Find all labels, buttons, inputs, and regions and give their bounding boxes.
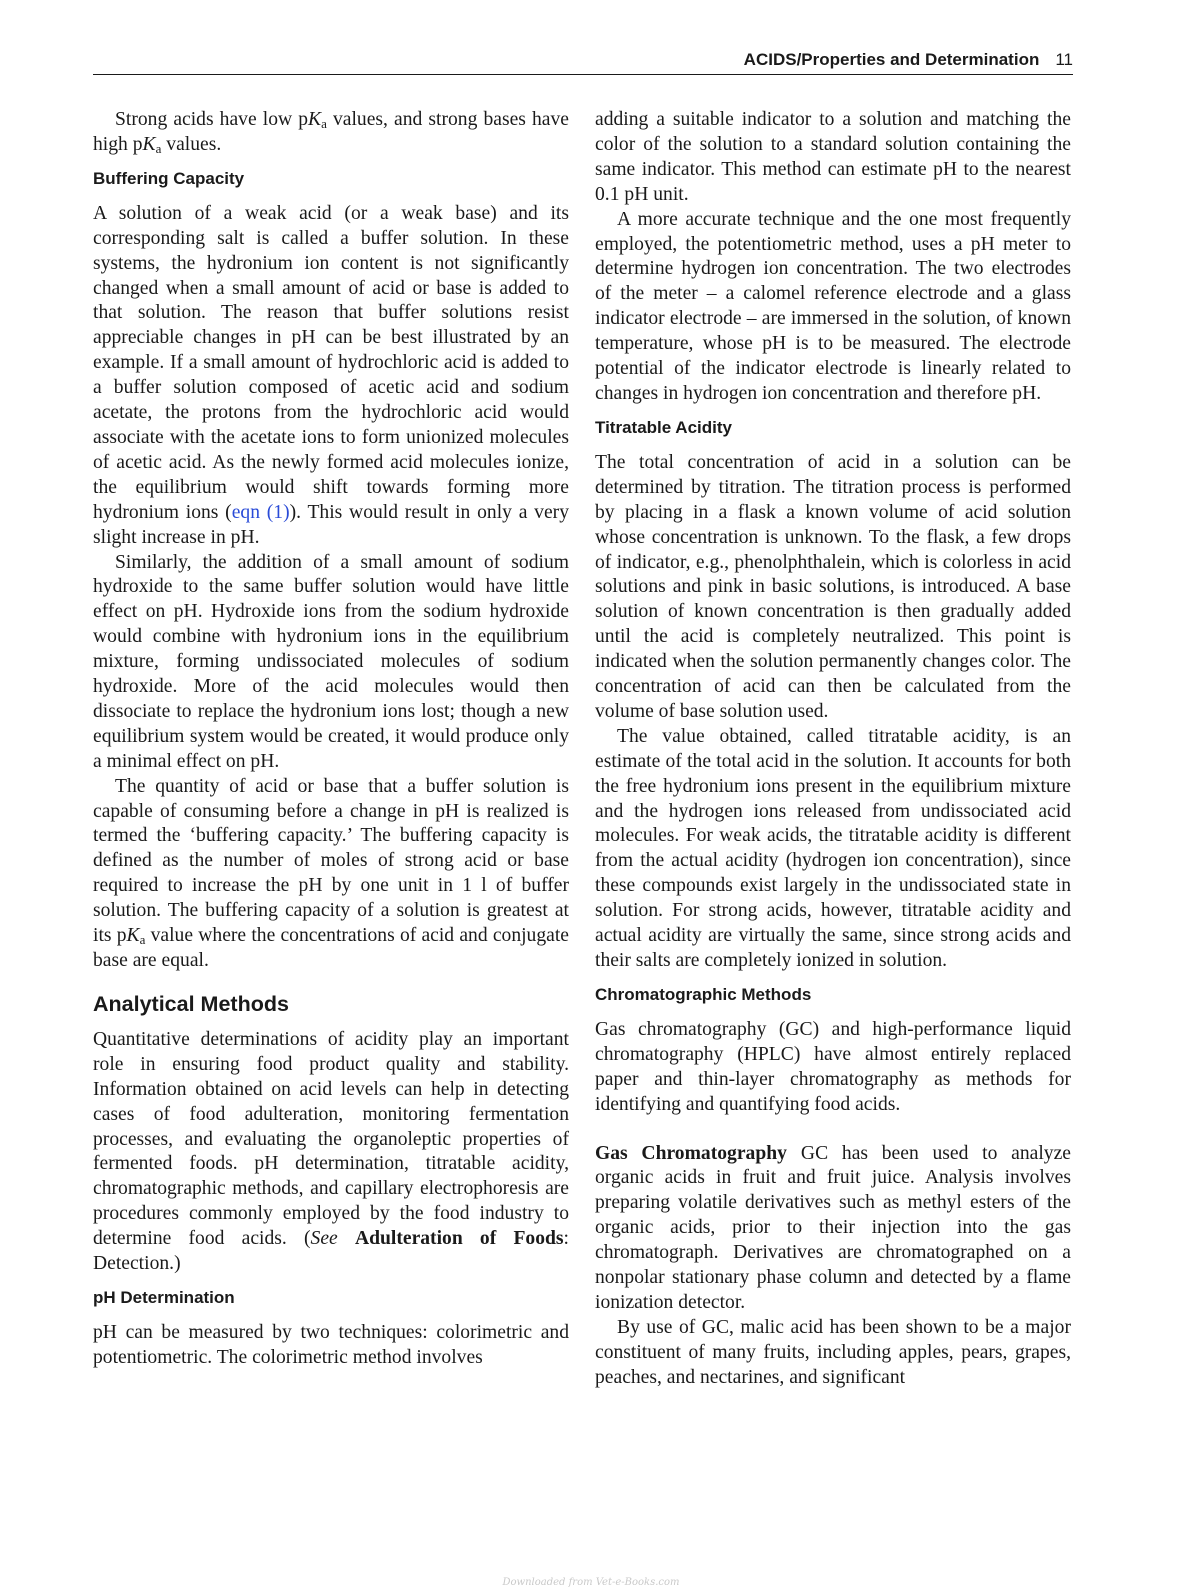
text-run: Strong acids have low p [115, 109, 309, 130]
subscript: a [155, 140, 162, 156]
equation-link[interactable]: eqn (1) [231, 501, 290, 523]
heading-buffering-capacity: Buffering Capacity [93, 168, 245, 188]
download-watermark: Downloaded from Vet-e-Books.com [502, 1577, 680, 1588]
left-column [93, 108, 569, 1371]
analytical-paragraph [93, 1028, 569, 1277]
titration-paragraph-1: The total concentration of acid in a solution can be determined by titration. The titration process is performed by placing in a flask a known volume of acid solution whose concentration is unknown. To the flask, a few drops of indicator, e.g., phenolphthalein, which is colorless in acid solutions and pink in basic solutions, is introduced. A base solution of known concentration is then gradually added until the acid is completely neutralized. This point is indicated when the solution permanently changes color. The concentration of acid can then be calculated from the volume of base solution used. [595, 451, 1071, 722]
heading-ph-determination: pH Determination [93, 1287, 235, 1307]
buffer-paragraph-3 [93, 775, 569, 974]
cross-reference: Adulteration of Foods [354, 1228, 564, 1250]
subscript: a [321, 116, 327, 131]
text-run: values, and strong bases have high p [93, 109, 569, 155]
gas-chromatography-paragraph [595, 1142, 1071, 1316]
text-run: values. [161, 133, 222, 155]
running-header [93, 50, 1073, 75]
paragraph-spacer [595, 1118, 1071, 1142]
gc-malic-acid-paragraph: By use of GC, malic acid has been shown to be a major constituent of many fruits, including apples, pears, grapes, peaches, and nectarines, and significant [595, 1316, 1071, 1388]
text-run: ). This would result in only a very slight increase in pH. [93, 501, 569, 548]
right-column [595, 108, 1071, 1391]
heading-chromatographic-methods: Chromatographic Methods [595, 984, 812, 1004]
text-run: K [142, 133, 156, 155]
heading-analytical-methods: Analytical Methods [93, 991, 289, 1016]
text-run: GC has been used to analyze organic acids in fruit and fruit juice. Analysis involves preparing volatile derivatives such as methyl esters of the organic acids, prior to their injection into the gas chromatograph. Derivatives are chromatographed on a nonpolar stationary phase column and detected by a flame ionization detector. [595, 1142, 1071, 1313]
page-number: 11 [1055, 50, 1073, 69]
intro-paragraph [93, 108, 569, 158]
chromatography-paragraph: Gas chromatography (GC) and high-performance liquid chromatography (HPLC) have almost entirely replaced paper and thin-layer chromatography as methods for identifying and quantifying food acids. [595, 1018, 1071, 1115]
text-run: : Detection.) [93, 1228, 569, 1275]
subscript: a [139, 932, 146, 948]
titration-paragraph-2: The value obtained, called titratable acidity, is an estimate of the total acid in the solution. It accounts for both the free hydronium ions present in the equilibrium mixture and the hydrogen ions released from undissociated acid molecules. For weak acids, the titratable acidity is different from the actual acidity (hydrogen ion concentration), since these compounds exist largely in the undissociated state in solution. For strong acids, however, titratable acidity and actual acidity are virtually the same, since strong acids and their salts are completely ionized in solution. [595, 725, 1071, 971]
running-title: ACIDS/Properties and Determination [743, 50, 1040, 69]
text-run: K [126, 925, 140, 947]
text-run: K [308, 109, 322, 130]
text-run: See [310, 1228, 338, 1250]
buffer-paragraph-1 [93, 202, 569, 551]
runin-heading-gas-chromatography: Gas Chromatography [595, 1142, 787, 1164]
text-run: The quantity of acid or base that a buffer solution is capable of consuming before a change in pH is realized is termed the ‘buffering capacity.’ The buffering capacity is defined as the number of moles of strong acid or base required to increase the pH by one unit in 1 l of buffer solution. The buffering capacity of a solution is greatest at its p [93, 775, 569, 947]
text-run: Quantitative determinations of acidity play an important role in ensuring food product quality and stability. Information obtained on acid levels can help in detecting cases of food adulteration, monitoring fermentation processes, and evaluating the organoleptic properties of fermented foods. pH determination, titratable acidity, chromatographic methods, and capillary electrophoresis are procedures commonly employed by the food industry to determine food acids. ( [93, 1028, 569, 1250]
buffer-paragraph-2: Similarly, the addition of a small amount of sodium hydroxide to the same buffer solution would have little effect on pH. Hydroxide ions from the sodium hydroxide would combine with hydronium ions in the equilibrium mixture, forming undissociated molecules of sodium hydroxide. More of the acid molecules would then dissociate to replace the hydronium ions lost; though a new equilibrium system would be created, it would produce only a minimal effect on pH. [93, 551, 569, 772]
potentiometric-paragraph: A more accurate technique and the one most frequently employed, the potentiometric method, uses a pH meter to determine hydrogen ion concentration. The two electrodes of the meter – a calomel reference electrode and a glass indicator electrode – are immersed in the solution, of known temperature, whose pH is to be measured. The electrode potential of the indicator electrode is linearly related to changes in hydrogen ion concentration and therefore pH. [595, 208, 1071, 404]
colorimetric-continuation: adding a suitable indicator to a solution and matching the color of the solution to a standard solution containing the same indicator. This method can estimate pH to the nearest 0.1 pH unit. [595, 109, 1071, 205]
ph-paragraph: pH can be measured by two techniques: colorimetric and potentiometric. The colorimetric method involves [93, 1321, 569, 1368]
text-run: value where the concentrations of acid and conjugate base are equal. [93, 925, 569, 971]
heading-titratable-acidity: Titratable Acidity [595, 417, 732, 437]
text-run: A solution of a weak acid (or a weak base) and its corresponding salt is called a buffer solution. In these systems, the hydronium ion content is not significantly changed when a small amount of acid or base is added to that solution. The reason that buffer solutions resist appreciable changes in pH can be best illustrated by an example. If a small amount of hydrochloric acid is added to a buffer solution composed of acetic acid and sodium acetate, the protons from the hydrochloric acid would associate with the acetate ions to form unionized molecules of acetic acid. As the newly formed acid molecules ionize, the equilibrium would shift towards forming more hydronium ions ( [93, 202, 569, 523]
